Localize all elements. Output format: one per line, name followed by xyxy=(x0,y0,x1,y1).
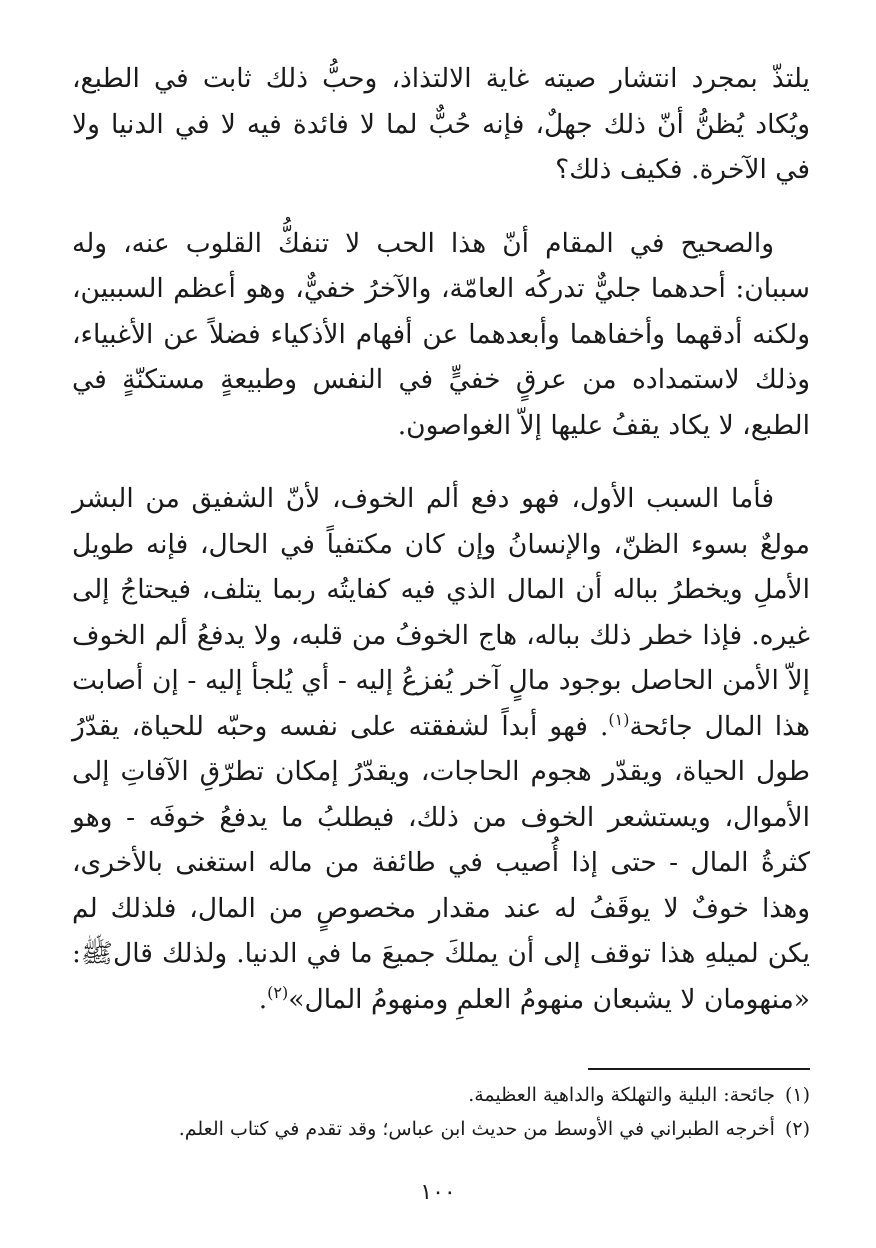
footnote-1 xyxy=(70,1078,810,1112)
paragraph-2: والصحيح في المقام أنّ هذا الحب لا تنفكُّ القلوب عنه، وله سببان: أحدهما جليٌّ تدركُه العامّة، والآخرُ خفيٌّ، وهو أعظم السببين، ولكنه أدقهما وأخفاهما وأبعدهما عن أفهام الأذكياء فضلاً عن الأغبياء، وذلك لاستمداده من عرقٍ خفيٍّ في النفس وطبيعةٍ مستكنّةٍ في الطبع، لا يكاد يقفُ عليها إلاّ الغواصون. xyxy=(72,227,810,441)
footnotes xyxy=(70,1078,810,1146)
paragraph-3 xyxy=(72,476,810,1022)
footnote-number: (١) xyxy=(784,1084,810,1106)
footnote-ref-1[interactable]: (١) xyxy=(608,709,630,729)
footnote-ref-2[interactable]: (٢) xyxy=(267,982,289,1002)
page-body xyxy=(72,56,810,1022)
footnote-text: جائحة: البلية والتهلكة والداهية العظيمة. xyxy=(468,1084,775,1106)
footnote-text: أخرجه الطبراني في الأوسط من حديث ابن عباس؛ وقد تقدم في كتاب العلم. xyxy=(178,1118,775,1140)
footnote-number: (٢) xyxy=(784,1118,810,1140)
footnote-2 xyxy=(70,1112,810,1146)
paragraph-1: يلتذّ بمجرد انتشار صيته غاية الالتذاذ، وحبُّ ذلك ثابت في الطبع، ويُكاد يُظنُّ أنّ ذلك جهلٌ، فإنه حُبٌّ لما لا فائدة فيه لا في الدنيا ولا في الآخرة. فكيف ذلك؟ xyxy=(72,63,810,185)
footnote-divider xyxy=(588,1068,810,1070)
paragraph-3-text-c: . xyxy=(258,983,268,1015)
page-number: ١٠٠ xyxy=(420,1180,456,1205)
paragraph-3-text-b: . فهو أبداً لشفقته على نفسه وحبّه للحياة، يقدّرُ طول الحياة، ويقدّر هجوم الحاجات، ويقدّرُ إمكان تطرّقِ الآفاتِ إلى الأموال، ويستشعر الخوف من ذلك، فيطلبُ ما يدفعُ خوفَه - وهو كثرةُ المال - حتى إذا أُصيب في طائفة من ماله استغنى بالأخرى، وهذا خوفٌ لا يوقَفُ له عند مقدار مخصوصٍ من المال، فلذلك لم يكن لميلهِ هذا توقف إلى أن يملكَ جميعَ ما في الدنيا. ولذلك قالﷺ: «منهومان لا يشبعان منهومُ العلمِ ومنهومُ المال» xyxy=(72,710,810,1015)
paragraph-3-text-a: فأما السبب الأول، فهو دفع ألم الخوف، لأنّ الشفيق من البشر مولعٌ بسوء الظنّ، والإنسانُ وإن كان مكتفياً في الحال، فإنه طويل الأملِ ويخطرُ بباله أن المال الذي فيه كفايتُه ربما يتلف، فيحتاجُ إلى غيره. فإذا خطر ذلك بباله، هاج الخوفُ من قلبه، ولا يدفعُ ألم الخوف إلاّ الأمن الحاصل بوجود مالٍ آخر يُفزعُ إليه - أي يُلجأ إليه - إن أصابت هذا المال جائحة xyxy=(72,483,811,742)
